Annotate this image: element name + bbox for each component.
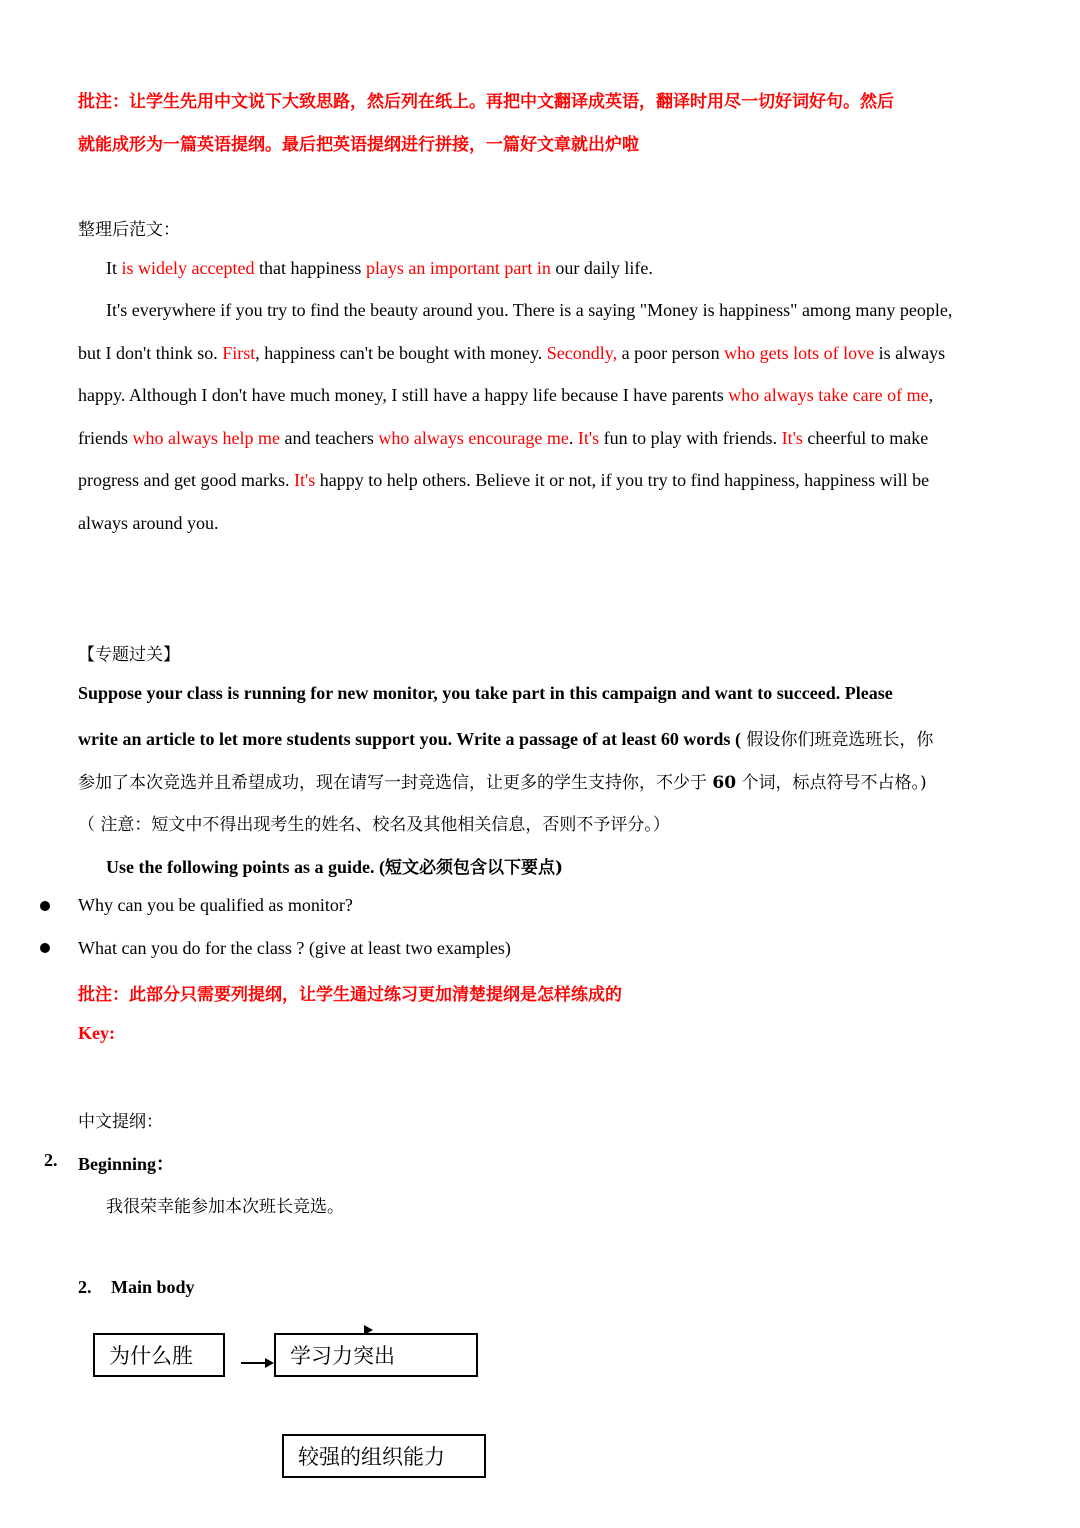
- prompt-line-3: 参加了本次竞选并且希望成功，现在请写一封竞选信，让更多的学生支持你，不少于 60 个词，标点符号不占格。): [78, 773, 927, 793]
- box-study: [274, 1333, 478, 1377]
- arrow-right-icon: [265, 1358, 274, 1368]
- beginning-text: 我很荣幸能参加本次班长竞选。: [106, 1197, 344, 1217]
- box-why-label: 为什么胜: [109, 1344, 193, 1368]
- annotation-line-2: 就能成形为一篇英语提纲。最后把英语提纲进行拼接，一篇好文章就出炉啦: [78, 135, 639, 155]
- essay-line-4: happy. Although I don't have much money, I still have a happy life because I have parents who always take care of me,: [78, 385, 934, 405]
- beginning-number: 2.: [44, 1150, 58, 1170]
- arrow-line: [241, 1362, 267, 1364]
- guide-line: Use the following points as a guide. (短文必须包含以下要点): [106, 857, 564, 878]
- prompt-line-1: Suppose your class is running for new monitor, you take part in this campaign and want to succeed. Please: [78, 683, 893, 703]
- essay-line-7: always around you.: [78, 513, 219, 533]
- key-label: Key:: [78, 1023, 115, 1043]
- sample-heading: 整理后范文：: [78, 220, 180, 240]
- essay-line-1: It is widely accepted that happiness plays an important part in our daily life.: [106, 258, 653, 278]
- box-study-label: 学习力突出: [290, 1344, 395, 1368]
- bullet-icon: [40, 943, 50, 953]
- main-body-number: 2.: [78, 1277, 92, 1297]
- annotation-2: 批注：此部分只需要列提纲，让学生通过练习更加清楚提纲是怎样练成的: [78, 985, 622, 1005]
- exercise-note: （ 注意：短文中不得出现考生的姓名、校名及其他相关信息，否则不予评分。）: [78, 815, 670, 835]
- beginning-label: Beginning：: [78, 1154, 175, 1174]
- main-body-label: Main body: [111, 1277, 195, 1297]
- annotation-line-1: 批注：让学生先用中文说下大致思路，然后列在纸上。再把中文翻译成英语，翻译时用尽一切好词好句。然后: [78, 92, 894, 112]
- outline-heading: 中文提纲：: [78, 1112, 163, 1132]
- bullet-icon: [40, 901, 50, 911]
- box-organization: [282, 1434, 486, 1478]
- essay-line-5: friends who always help me and teachers who always encourage me. It's fun to play with friends. It's cheerful to make: [78, 428, 929, 448]
- point-item-1: Why can you be qualified as monitor?: [78, 895, 353, 915]
- essay-line-6: progress and get good marks. It's happy to help others. Believe it or not, if you try to find happiness, happiness will be: [78, 470, 930, 490]
- point-item-2: What can you do for the class ? (give at least two examples): [78, 938, 511, 958]
- essay-line-3: but I don't think so. First, happiness can't be bought with money. Secondly, a poor person who gets lots of love is always: [78, 343, 946, 363]
- essay-line-2: It's everywhere if you try to find the beauty around you. There is a saying "Money is happiness" among many people,: [106, 300, 953, 320]
- box-why-win: [93, 1333, 225, 1377]
- box-organization-label: 较强的组织能力: [298, 1445, 445, 1469]
- exercise-title: 【专题过关】: [78, 645, 180, 665]
- prompt-line-2: write an article to let more students support you. Write a passage of at least 60 words ( 假设你们班竞选班长，你: [78, 729, 934, 750]
